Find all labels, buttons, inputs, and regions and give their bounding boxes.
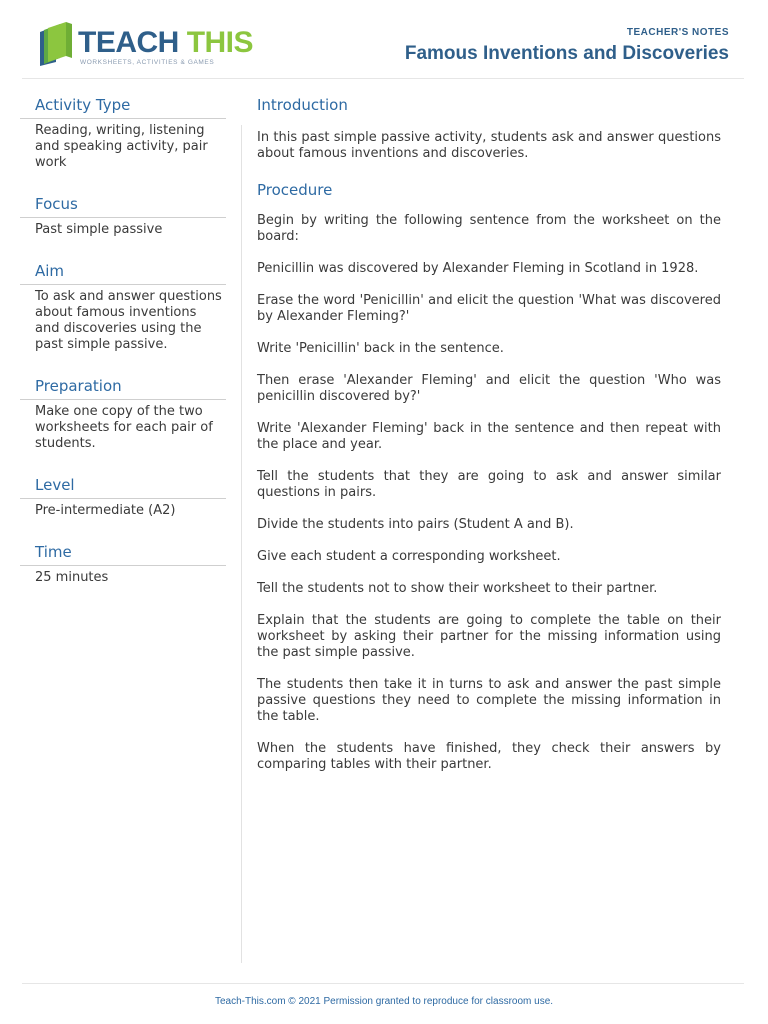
procedure-step: Tell the students that they are going to ask and answer similar questions in pairs. [257,469,721,500]
procedure-step: Then erase 'Alexander Fleming' and elicit the question 'Who was penicillin discovered by?' [257,373,721,404]
introduction-heading: Introduction [257,96,348,114]
logo-word-this: THIS [186,26,254,59]
section-heading: Activity Type [20,92,226,119]
section-heading: Aim [20,258,226,285]
section-body: Make one copy of the two worksheets for each pair of students. [35,404,213,451]
logo-word-teach: TEACH [78,26,179,59]
procedure-step: Write 'Penicillin' back in the sentence. [257,341,504,356]
section-body: Past simple passive [35,222,163,237]
main-content [257,92,721,789]
section-body: To ask and answer questions about famous inventions and discoveries using the past simple passive. [35,289,222,352]
procedure-step: Give each student a corresponding worksheet. [257,549,561,564]
procedure-step: When the students have finished, they check their answers by comparing tables with their partner. [257,741,721,772]
column-divider [241,125,242,963]
section-heading: Level [20,472,226,499]
green-book-logo-icon [36,22,76,66]
document-title: Famous Inventions and Discoveries [404,43,729,64]
sidebar-section-time [20,539,226,586]
footer-divider [22,983,744,984]
sidebar-section-activity-type [20,92,226,171]
section-body: Reading, writing, listening and speaking activity, pair work [35,123,208,170]
section-heading: Focus [20,191,226,218]
section-heading: Time [20,539,226,566]
sidebar-section-preparation [20,373,226,452]
procedure-step: Explain that the students are going to complete the table on their worksheet by asking their partner for the missing information using the past simple passive. [257,613,721,660]
procedure-step: Erase the word 'Penicillin' and elicit the question 'What was discovered by Alexander Fleming?' [257,293,721,324]
procedure-step: Divide the students into pairs (Student A and B). [257,517,574,532]
procedure-step: The students then take it in turns to ask and answer the past simple passive questions they need to complete the missing information in the table. [257,677,721,724]
page-header [0,0,768,80]
procedure-heading: Procedure [257,181,333,199]
procedure-step: Write 'Alexander Fleming' back in the sentence and then repeat with the place and year. [257,421,721,452]
sidebar-section-level [20,472,226,519]
section-body: 25 minutes [35,570,109,585]
logo-tagline: WORKSHEETS, ACTIVITIES & GAMES [80,59,215,66]
procedure-steps [257,213,721,773]
procedure-step: Penicillin was discovered by Alexander Fleming in Scotland in 1928. [257,261,699,276]
section-heading: Preparation [20,373,226,400]
header-divider [22,78,744,79]
logo-wordmark [78,26,253,60]
sidebar-section-focus [20,191,226,238]
introduction-text: In this past simple passive activity, students ask and answer questions about famous inventions and discoveries. [257,130,721,161]
sidebar-section-aim [20,258,226,353]
section-body: Pre-intermediate (A2) [35,503,176,518]
procedure-step: Begin by writing the following sentence from the worksheet on the board: [257,213,721,244]
notes-label: TEACHER'S NOTES [626,27,729,38]
sidebar [20,92,226,586]
procedure-step: Tell the students not to show their worksheet to their partner. [257,581,658,596]
footer-copyright: Teach-This.com © 2021 Permission granted to reproduce for classroom use. [214,996,554,1007]
